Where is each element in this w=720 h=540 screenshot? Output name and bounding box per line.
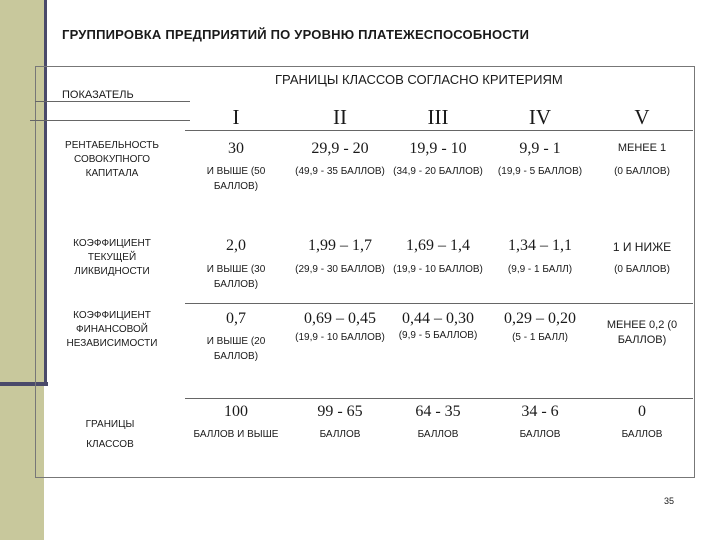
row2-points-1: И ВЫШЕ (30 БАЛЛОВ): [206, 264, 266, 290]
row1-value-3: 19,9 - 10: [409, 140, 467, 157]
class-header-3: III: [427, 105, 449, 129]
row2-divider: [185, 303, 693, 304]
row3-value-5: МЕНЕЕ 0,2 (0 БАЛЛОВ): [606, 319, 678, 346]
row3-divider: [185, 398, 693, 399]
row4-points-5: БАЛЛОВ: [621, 429, 663, 440]
row1-value-1: 30: [228, 140, 244, 157]
row3-points-4: (5 - 1 БАЛЛ): [512, 332, 568, 343]
row-label-class-boundaries: ГРАНИЦЫ КЛАССОВ: [85, 419, 135, 450]
row1-value-5: МЕНЕЕ 1: [617, 142, 667, 154]
row1-value-4: 9,9 - 1: [519, 140, 561, 157]
row2-value-1: 2,0: [226, 237, 246, 254]
row-label-profitability: РЕНТАБЕЛЬНОСТЬ СОВОКУПНОГО КАПИТАЛА: [65, 140, 159, 179]
label-column-top: [30, 120, 190, 121]
boundaries-header: ГРАНИЦЫ КЛАССОВ СОГЛАСНО КРИТЕРИЯМ: [275, 72, 563, 87]
row2-value-5: 1 И НИЖЕ: [612, 240, 672, 254]
class-header-1: I: [232, 105, 240, 129]
row4-value-4: 34 - 6: [521, 403, 559, 420]
row2-value-4: 1,34 – 1,1: [508, 237, 572, 254]
row4-points-4: БАЛЛОВ: [519, 429, 561, 440]
row1-value-2: 29,9 - 20: [311, 140, 369, 157]
page-title: ГРУППИРОВКА ПРЕДПРИЯТИЙ ПО УРОВНЮ ПЛАТЕЖЕСПОСОБНОСТИ: [62, 27, 530, 42]
row4-points-1: БАЛЛОВ И ВЫШЕ: [193, 429, 279, 440]
indicator-header: ПОКАЗАТЕЛЬ: [62, 89, 134, 101]
row2-points-2: (29,9 - 30 БАЛЛОВ): [295, 264, 385, 275]
row2-value-3: 1,69 – 1,4: [406, 237, 470, 254]
row1-points-3: (34,9 - 20 БАЛЛОВ): [393, 166, 483, 177]
row3-points-3: (9,9 - 5 БАЛЛОВ): [398, 330, 478, 341]
row1-points-5: (0 БАЛЛОВ): [614, 166, 670, 177]
row-label-current-liquidity: КОЭФФИЦИЕНТ ТЕКУЩЕЙ ЛИКВИДНОСТИ: [73, 238, 151, 277]
row3-points-2: (19,9 - 10 БАЛЛОВ): [295, 332, 385, 343]
row3-value-2: 0,69 – 0,45: [304, 310, 376, 327]
row3-value-3: 0,44 – 0,30: [402, 310, 474, 327]
row1-points-4: (19,9 - 5 БАЛЛОВ): [497, 166, 583, 177]
row2-points-3: (19,9 - 10 БАЛЛОВ): [393, 264, 483, 275]
class-header-4: IV: [528, 105, 552, 129]
class-header-2: II: [333, 105, 347, 129]
row3-value-4: 0,29 – 0,20: [504, 310, 576, 327]
row4-value-3: 64 - 35: [415, 403, 461, 420]
row4-points-2: БАЛЛОВ: [319, 429, 361, 440]
row3-points-1: И ВЫШЕ (20 БАЛЛОВ): [206, 336, 266, 362]
page-number: 35: [664, 496, 675, 506]
row2-points-5: (0 БАЛЛОВ): [614, 264, 670, 275]
row4-value-1: 100: [224, 403, 248, 420]
class-header-5: V: [634, 105, 650, 129]
row1-points-1: И ВЫШЕ (50 БАЛЛОВ): [206, 166, 266, 192]
row2-points-4: (9,9 - 1 БАЛЛ): [507, 264, 573, 275]
row-label-financial-independence: КОЭФФИЦИЕНТ ФИНАНСОВОЙ НЕЗАВИСИМОСТИ: [66, 310, 158, 349]
row4-value-2: 99 - 65: [317, 403, 363, 420]
header-divider: [185, 130, 693, 131]
row1-points-2: (49,9 - 35 БАЛЛОВ): [295, 166, 385, 177]
row4-points-3: БАЛЛОВ: [417, 429, 459, 440]
indicator-header-divider: [35, 101, 190, 102]
row2-value-2: 1,99 – 1,7: [308, 237, 372, 254]
row3-value-1: 0,7: [226, 310, 246, 327]
row4-value-5: 0: [638, 403, 646, 420]
